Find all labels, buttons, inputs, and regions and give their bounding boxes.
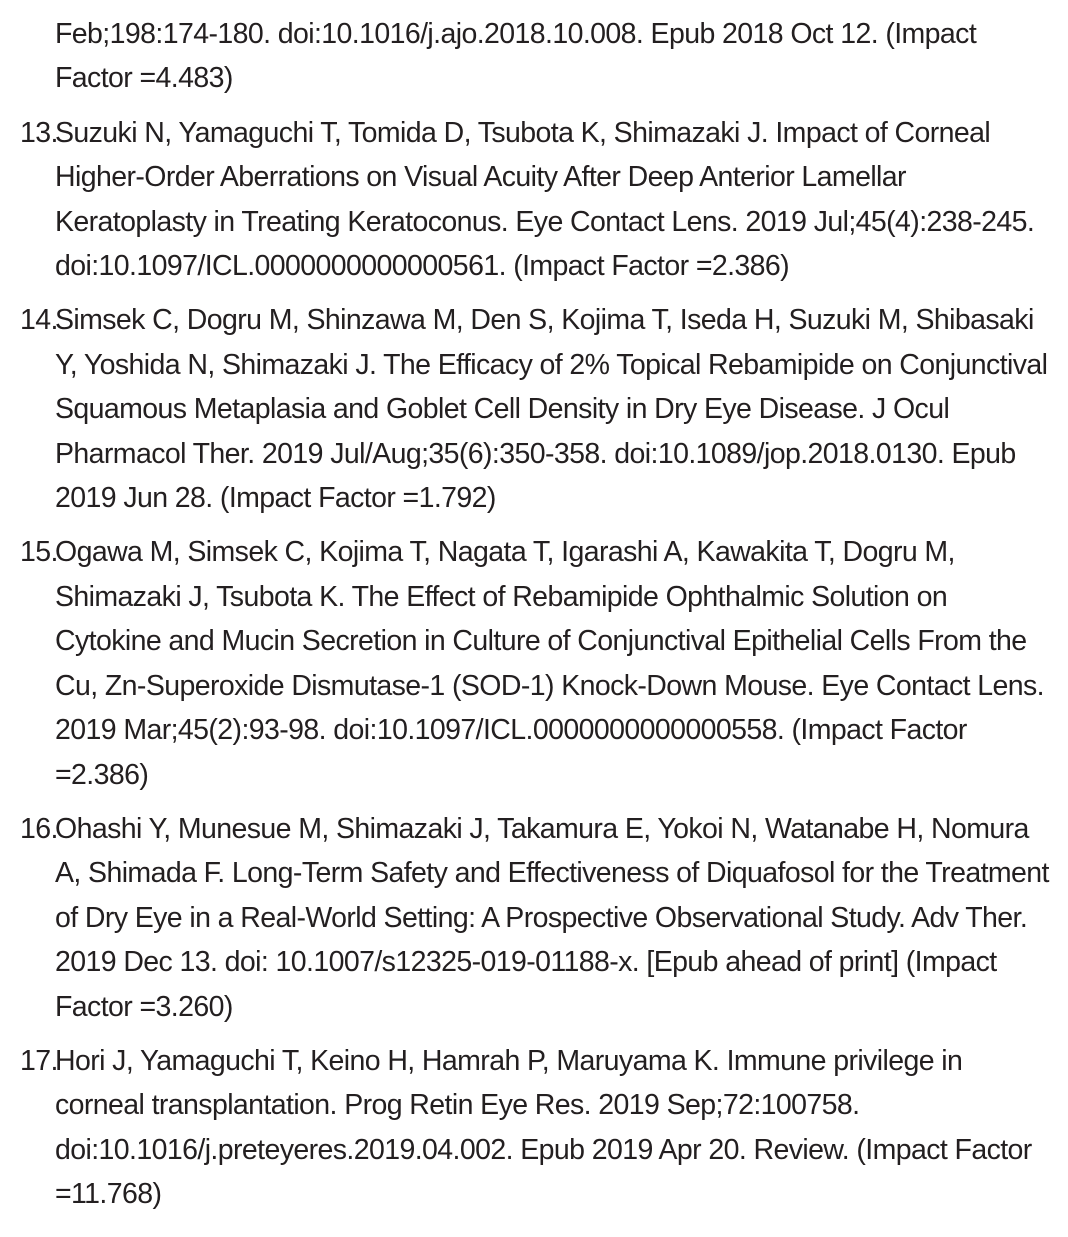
reference-text: Ohashi Y, Munesue M, Shimazaki J, Takamura E, Yokoi N, Watanabe H, Nomura A, Shimada F. Long-Term Safety and Effectiveness of Diquafosol for the Treatment of Dry Eye in a Real-World Setting: A Prospective Observational Study. Adv Ther. 2019 Dec 13. doi: 10.1007/s12325-019-01188-x. [Epub ahead of print] (Impact Factor =3.260) xyxy=(55,812,1049,1023)
reference-item-13 xyxy=(20,111,1056,289)
reference-number: 16. xyxy=(20,812,58,845)
reference-item-14 xyxy=(20,298,1056,520)
reference-text: Suzuki N, Yamaguchi T, Tomida D, Tsubota K, Shimazaki J. Impact of Corneal Higher-Order Aberrations on Visual Acuity After Deep Anterior Lamellar Keratoplasty in Treating Keratoconus. Eye Contact Lens. 2019 Jul;45(4):238-245. doi:10.1097/ICL.0000000000000561. (Impact Factor =2.386) xyxy=(55,116,1035,283)
reference-text: Simsek C, Dogru M, Shinzawa M, Den S, Kojima T, Iseda H, Suzuki M, Shibasaki Y, Yoshida N, Shimazaki J. The Efficacy of 2% Topical Rebamipide on Conjunctival Squamous Metaplasia and Goblet Cell Density in Dry Eye Disease. J Ocul Pharmacol Ther. 2019 Jul/Aug;35(6):350-358. doi:10.1089/jop.2018.0130. Epub 2019 Jun 28. (Impact Factor =1.792) xyxy=(55,304,1048,515)
reference-item-12-continued xyxy=(20,12,1056,101)
reference-text: Feb;198:174-180. doi:10.1016/j.ajo.2018.10.008. Epub 2018 Oct 12. (Impact Factor =4.483) xyxy=(55,18,977,95)
reference-list xyxy=(20,12,1056,1227)
reference-item-15 xyxy=(20,530,1056,796)
reference-item-17 xyxy=(20,1039,1056,1217)
reference-number: 13. xyxy=(20,116,58,149)
reference-item-16 xyxy=(20,807,1056,1029)
reference-text: Ogawa M, Simsek C, Kojima T, Nagata T, Igarashi A, Kawakita T, Dogru M, Shimazaki J, Tsubota K. The Effect of Rebamipide Ophthalmic Solution on Cytokine and Mucin Secretion in Culture of Conjunctival Epithelial Cells From the Cu, Zn-Superoxide Dismutase-1 (SOD-1) Knock-Down Mouse. Eye Contact Lens. 2019 Mar;45(2):93-98. doi:10.1097/ICL.0000000000000558. (Impact Factor =2.386) xyxy=(55,536,1044,791)
reference-number: 15. xyxy=(20,536,58,569)
reference-number: 17. xyxy=(20,1044,58,1077)
reference-number: 14. xyxy=(20,304,58,337)
reference-text: Hori J, Yamaguchi T, Keino H, Hamrah P, Maruyama K. Immune privilege in corneal transplantation. Prog Retin Eye Res. 2019 Sep;72:100758. doi:10.1016/j.preteyeres.2019.04.002. Epub 2019 Apr 20. Review. (Impact Factor =11.768) xyxy=(55,1044,1032,1211)
